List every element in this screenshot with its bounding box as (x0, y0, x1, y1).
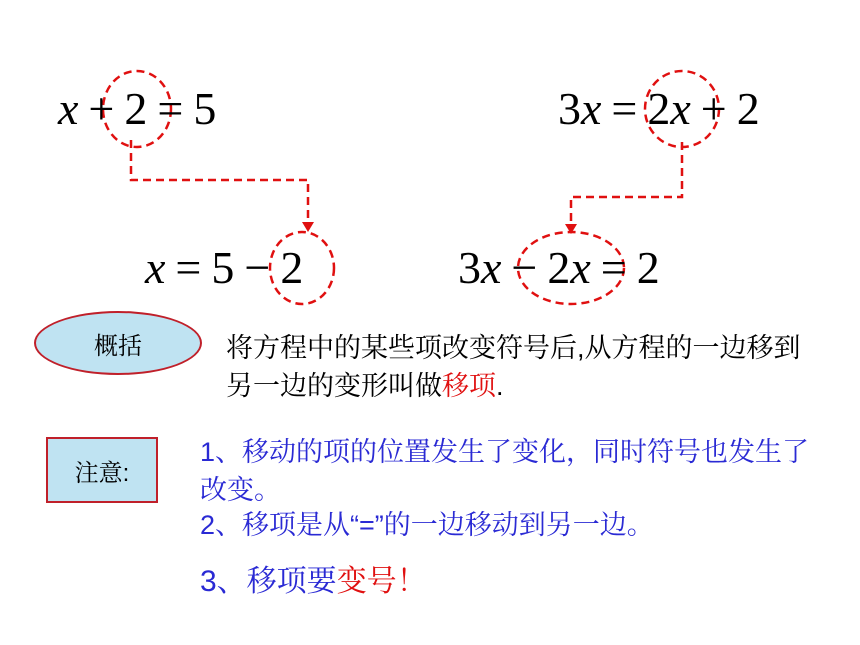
eq-equals: = (600, 242, 627, 293)
eq-var: x (481, 242, 502, 293)
eq-var2: x (670, 83, 691, 134)
eq-rhs: 5 (193, 83, 217, 134)
note-item-2: 2、移项是从“=”的一边移动到另一边。 (200, 510, 654, 540)
eq-number: 5 (211, 242, 235, 293)
note-item-1: 1、移动的项的位置发生了变化，同时符号也发生了改变。 (200, 437, 810, 505)
eq-operator: + (700, 83, 727, 134)
equation-1-original (58, 83, 217, 134)
eq-var: x (145, 242, 166, 293)
note-item-3-highlight: 变号 (336, 565, 397, 598)
equation-2-transposed (458, 242, 660, 293)
eq-equals: = (611, 83, 638, 134)
eq-coef2: 2 (547, 242, 571, 293)
summary-label: 概括 (34, 311, 202, 375)
eq-var: x (581, 83, 602, 134)
definition-end: . (496, 371, 504, 401)
eq-coef: 3 (558, 83, 581, 134)
move-arrow-left (131, 140, 308, 224)
eq-operator: + (88, 83, 115, 134)
eq-coef: 3 (458, 242, 481, 293)
notes-label: 注意: (46, 437, 158, 503)
move-arrow-right (571, 142, 682, 226)
arrowhead-left (302, 222, 314, 232)
eq-equals: = (175, 242, 202, 293)
equation-1-transposed (145, 242, 304, 293)
eq-rhs: 2 (636, 242, 660, 293)
eq-operator: − (511, 242, 538, 293)
eq-coef2: 2 (647, 83, 671, 134)
definition-body: 将方程中的某些项改变符号后,从方程的一边移到另一边的变形叫做 (226, 333, 801, 401)
note-item-3-end: ！ (396, 565, 427, 598)
note-item-3-text: 3、移项要 (200, 565, 337, 598)
note-item-3 (200, 563, 820, 601)
eq-number2: 2 (280, 242, 304, 293)
eq-var: x (58, 83, 79, 134)
eq-operator: − (244, 242, 271, 293)
eq-number: 2 (124, 83, 148, 134)
eq-var2: x (570, 242, 591, 293)
eq-equals: = (157, 83, 184, 134)
definition-text (226, 329, 806, 405)
eq-rhs: 2 (736, 83, 760, 134)
equation-2-original (558, 83, 760, 134)
definition-term: 移项 (442, 371, 496, 401)
